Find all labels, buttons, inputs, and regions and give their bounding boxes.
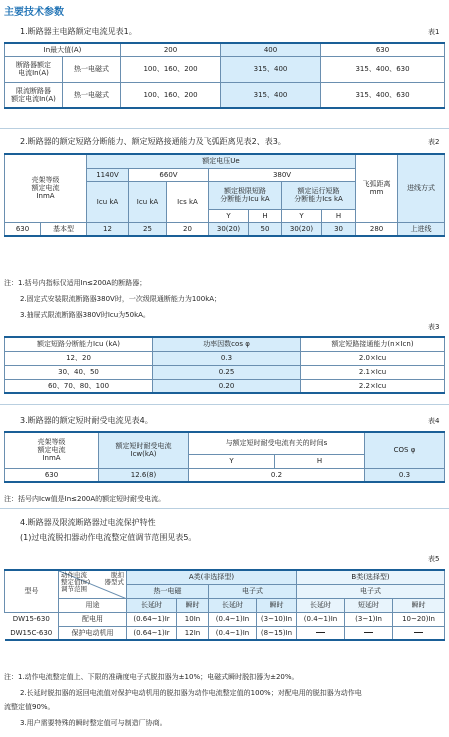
table-cell: (0.64~1)Ir: [127, 612, 177, 626]
table-cell: 50: [249, 222, 282, 236]
table-cell: 配电用: [59, 612, 127, 626]
table-cell: 0.3: [153, 351, 301, 365]
table-cell: 10In: [177, 612, 209, 626]
voltage-660-header: 660V: [129, 168, 209, 181]
table5-note-2: 2.长延时脱扣器的返回电流值对保护电动机用的脱扣器为动作电流整定值的100%；对配电用的脱扣器为动作电: [20, 689, 362, 697]
table1-header-cell: 200: [121, 43, 221, 56]
table-cell: 0.25: [153, 365, 301, 379]
dash-mark: [316, 632, 325, 633]
table-cell: 12In: [177, 626, 209, 640]
table-cell: 315、400、630: [321, 82, 445, 108]
section-divider: [0, 404, 449, 405]
table-cell: 315、400: [221, 82, 321, 108]
table-cell: (0.4~1)In: [297, 612, 345, 626]
diagonal-header: [59, 570, 127, 598]
table2-tag: 表2: [428, 138, 440, 146]
use-header: 用途: [59, 598, 127, 612]
table2-note-1: 注：1.括号内指标仅适用In≤200A的断路器；: [4, 279, 147, 287]
table5-tag: 表5: [428, 555, 440, 563]
dash-cell: [345, 626, 393, 640]
table-cell: 12: [87, 222, 129, 236]
frame-current-header: 壳架等级 额定电流 InmA: [5, 432, 99, 468]
diagonal-right-label: 脱扣 器型式: [104, 571, 124, 586]
time-header: 与额定短时耐受电流有关的时间s: [189, 432, 365, 454]
table3-tag: 表3: [428, 323, 440, 331]
table3-header-cell: 额定短路接通能力(n×Icn): [301, 337, 445, 351]
sub-header: 长延时: [209, 598, 257, 612]
table-cell: 100、160、200: [121, 56, 221, 82]
sub-header: 长延时: [127, 598, 177, 612]
table-cell: 保护电动机用: [59, 626, 127, 640]
table-cell: 上进线: [398, 222, 445, 236]
table2-caption: 2.断路器的额定短路分断能力、额定短路接通能力及飞弧距离见表2、表3。: [20, 137, 286, 146]
table1-caption: 1.断路器主电路额定电流见表1。: [20, 27, 137, 36]
table-cell: 0.3: [365, 468, 445, 482]
table2: [4, 153, 445, 237]
table-cell: 2.2×Icu: [301, 379, 445, 393]
dash-mark: [364, 632, 373, 633]
table-cell: (3~1)In: [345, 612, 393, 626]
table4-tag: 表4: [428, 417, 440, 425]
table3-header-cell: 额定短路分断能力Icu (kA): [5, 337, 153, 351]
table1-tag: 表1: [428, 28, 440, 36]
electronic-a-header: 电子式: [209, 584, 297, 598]
table-cell: 30、40、50: [5, 365, 153, 379]
table-cell: 基本型: [41, 222, 87, 236]
icu-header: Icu kA: [129, 181, 167, 222]
y-header: Y: [189, 454, 275, 468]
limit-break-header: 额定极限短路 分断能力Icu kA: [209, 181, 282, 209]
h-header: H: [249, 209, 282, 222]
table4: [4, 431, 445, 483]
voltage-1140-header: 1140V: [87, 168, 129, 181]
table3: [4, 336, 445, 394]
table-cell: 280: [356, 222, 398, 236]
table-cell: 30(20): [282, 222, 322, 236]
table-cell: 断路器额定 电流In(A): [5, 56, 63, 82]
sub-header: 瞬时: [257, 598, 297, 612]
table-cell: 2.1×Icu: [301, 365, 445, 379]
table-row: [5, 351, 445, 365]
rated-voltage-header: 额定电压Ue: [87, 154, 356, 168]
table-cell: 30(20): [209, 222, 249, 236]
table-cell: 10~20)In: [393, 612, 445, 626]
table-cell: 限流断路器 额定电流In(A): [5, 82, 63, 108]
table-row: [5, 468, 445, 482]
table1-header-cell: 630: [321, 43, 445, 56]
type-a-header: A类(非选择型): [127, 570, 297, 584]
table-cell: 25: [129, 222, 167, 236]
table1-header-cell: In最大值(A): [5, 43, 121, 56]
model-cell: DW15-630: [5, 612, 59, 626]
table5-caption-1: 4.断路器及限流断路器过电流保护特性: [20, 518, 156, 527]
table-cell: 热一电磁式: [63, 82, 121, 108]
table-cell: 20: [167, 222, 209, 236]
table1: [4, 42, 445, 109]
table-cell: 100、160、200: [121, 82, 221, 108]
sub-header: 长延时: [297, 598, 345, 612]
table3-header-cell: 功率因数cos φ: [153, 337, 301, 351]
model-cell: DW15C-630: [5, 626, 59, 640]
dash-cell: [393, 626, 445, 640]
table1-header-row: [5, 43, 445, 56]
table-cell: 12.6(8): [99, 468, 189, 482]
table-row: [5, 82, 445, 108]
table-cell: 315、400: [221, 56, 321, 82]
table4-caption: 3.断路器的额定短时耐受电流见表4。: [20, 416, 153, 425]
page-title: 主要技术参数: [4, 7, 64, 18]
icu-header: Icu kA: [87, 181, 129, 222]
table5-note-1: 注：1.动作电流整定值上、下限的准确度电子式脱扣器为±10%；电磁式瞬时脱扣器为±20%。: [4, 673, 299, 681]
model-header: 型号: [5, 570, 59, 612]
diagonal-top-label: 动作电流 整定值(Ir) 调节范围: [61, 571, 91, 593]
table-row: [5, 56, 445, 82]
table-cell: (0.4~1)In: [209, 626, 257, 640]
table-cell: 0.2: [189, 468, 365, 482]
table5: [4, 569, 445, 641]
table-cell: 30: [322, 222, 356, 236]
run-break-header: 额定运行短路 分断能力Ics kA: [282, 181, 356, 209]
table-cell: (0.64~1)Ir: [127, 626, 177, 640]
table-cell: 630: [5, 468, 99, 482]
electronic-b-header: 电子式: [297, 584, 445, 598]
section-divider: [0, 508, 449, 509]
table5-caption-2: (1)过电流脱扣器动作电流整定值调节范围见表5。: [20, 533, 197, 542]
sub-header: 短延时: [345, 598, 393, 612]
table-cell: 315、400、630: [321, 56, 445, 82]
y-header: Y: [209, 209, 249, 222]
table-cell: (0.4~1)In: [209, 612, 257, 626]
dash-mark: [414, 632, 423, 633]
wiring-header: 进线方式: [398, 154, 445, 222]
table-cell: 热一电磁式: [63, 56, 121, 82]
ics-header: Ics kA: [167, 181, 209, 222]
table2-note-2: 2.固定式安装限流断路器380V时，一次级限通断能力为100kA；: [20, 295, 222, 303]
table4-note: 注：括号内Icw值是In≤200A的额定短时耐受电流。: [4, 495, 166, 503]
voltage-380-header: 380V: [209, 168, 356, 181]
table5-note-3: 3.用户需要特殊的瞬时整定值可与制造厂协商。: [20, 719, 167, 727]
table-row: [5, 379, 445, 393]
h-header: H: [322, 209, 356, 222]
table-row: [5, 365, 445, 379]
h-header: H: [275, 454, 365, 468]
dash-cell: [297, 626, 345, 640]
table-row: [5, 222, 445, 236]
thermal-header: 热一电磁: [127, 584, 209, 598]
short-time-current-header: 额定短时耐受电流 Icw(kA): [99, 432, 189, 468]
table5-note-2-cont: 流整定值90%。: [4, 703, 55, 711]
table-cell: (8~15)In: [257, 626, 297, 640]
y-header: Y: [282, 209, 322, 222]
type-b-header: B类(选择型): [297, 570, 445, 584]
table-row: [5, 626, 445, 640]
table-cell: 60、70、80、100: [5, 379, 153, 393]
cos-header: COS φ: [365, 432, 445, 468]
sub-header: 瞬时: [177, 598, 209, 612]
arc-distance-header: 飞弧距离 mm: [356, 154, 398, 222]
table-cell: 12、20: [5, 351, 153, 365]
table-row: [5, 612, 445, 626]
sub-header: 瞬时: [393, 598, 445, 612]
frame-current-header: 壳架等级 额定电流 InmA: [5, 154, 87, 222]
table-cell: 630: [5, 222, 41, 236]
section-divider: [0, 128, 449, 129]
table-cell: (3~10)In: [257, 612, 297, 626]
table1-header-cell: 400: [221, 43, 321, 56]
table2-note-3: 3.抽屉式限流断路器380V时Icu为50kA。: [20, 311, 150, 319]
table-cell: 2.0×Icu: [301, 351, 445, 365]
table-cell: 0.20: [153, 379, 301, 393]
